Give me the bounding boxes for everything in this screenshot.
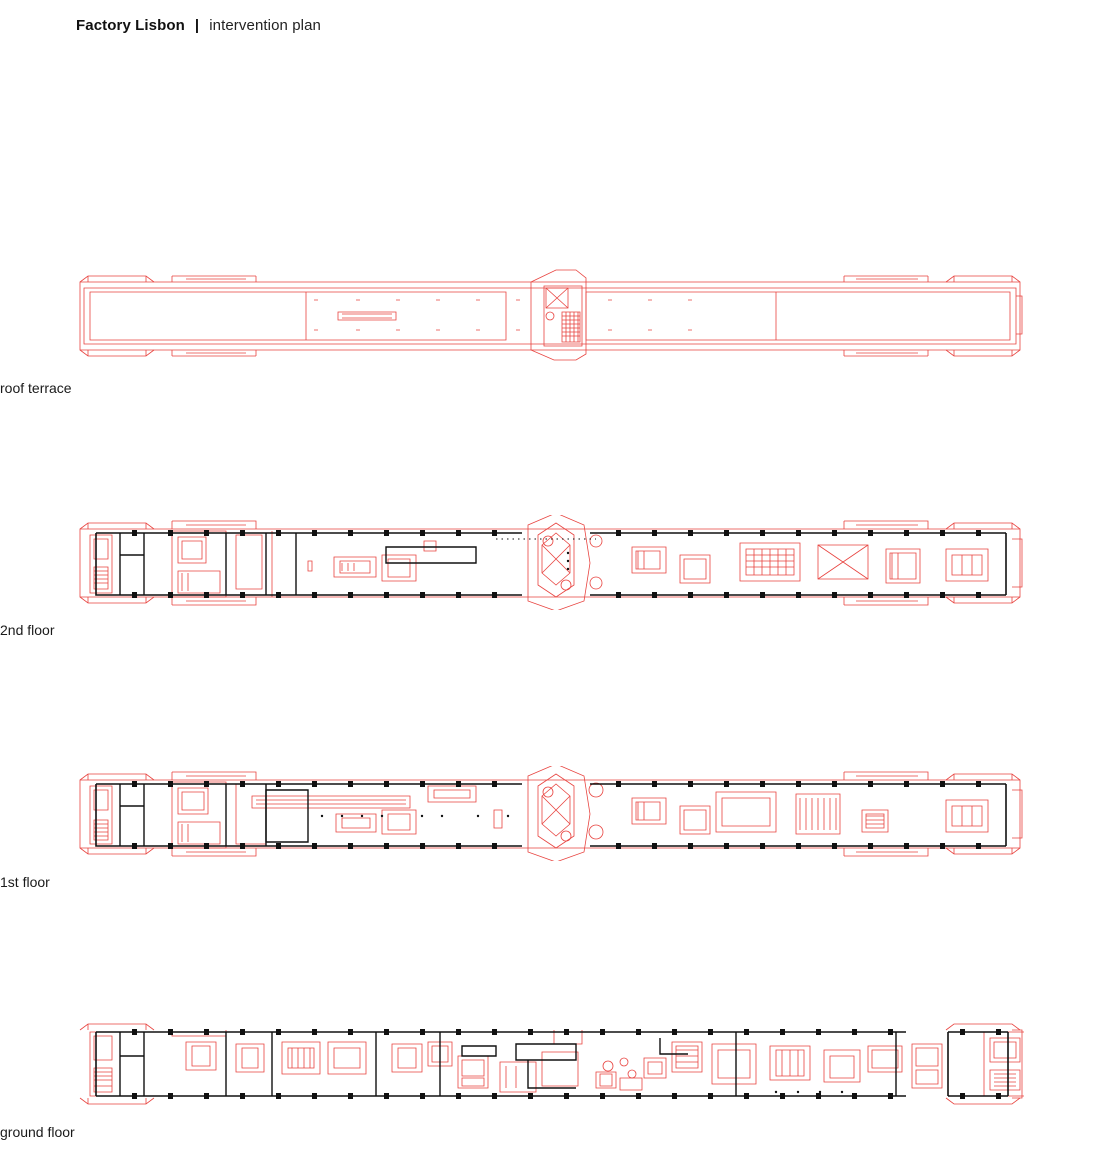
plan-drawing-roof-terrace	[76, 268, 1024, 363]
floor-plan-2nd-floor	[76, 515, 1024, 610]
floor-plan-1st-floor	[76, 766, 1024, 861]
plan-drawing-1st-floor	[76, 766, 1024, 861]
header-separator: |	[194, 17, 200, 34]
plan-label-1st-floor: 1st floor	[0, 874, 50, 890]
floor-plan-ground-floor	[76, 1016, 1024, 1111]
page-subtitle: intervention plan	[209, 17, 321, 34]
plan-drawing-2nd-floor	[76, 515, 1024, 610]
plan-label-roof-terrace: roof terrace	[0, 380, 72, 396]
page-title: Factory Lisbon	[76, 17, 185, 34]
plan-drawing-ground-floor	[76, 1016, 1024, 1111]
page-header	[76, 17, 321, 34]
floor-plan-roof-terrace	[76, 268, 1024, 363]
plan-label-ground-floor: ground floor	[0, 1124, 75, 1140]
plan-label-2nd-floor: 2nd floor	[0, 622, 55, 638]
